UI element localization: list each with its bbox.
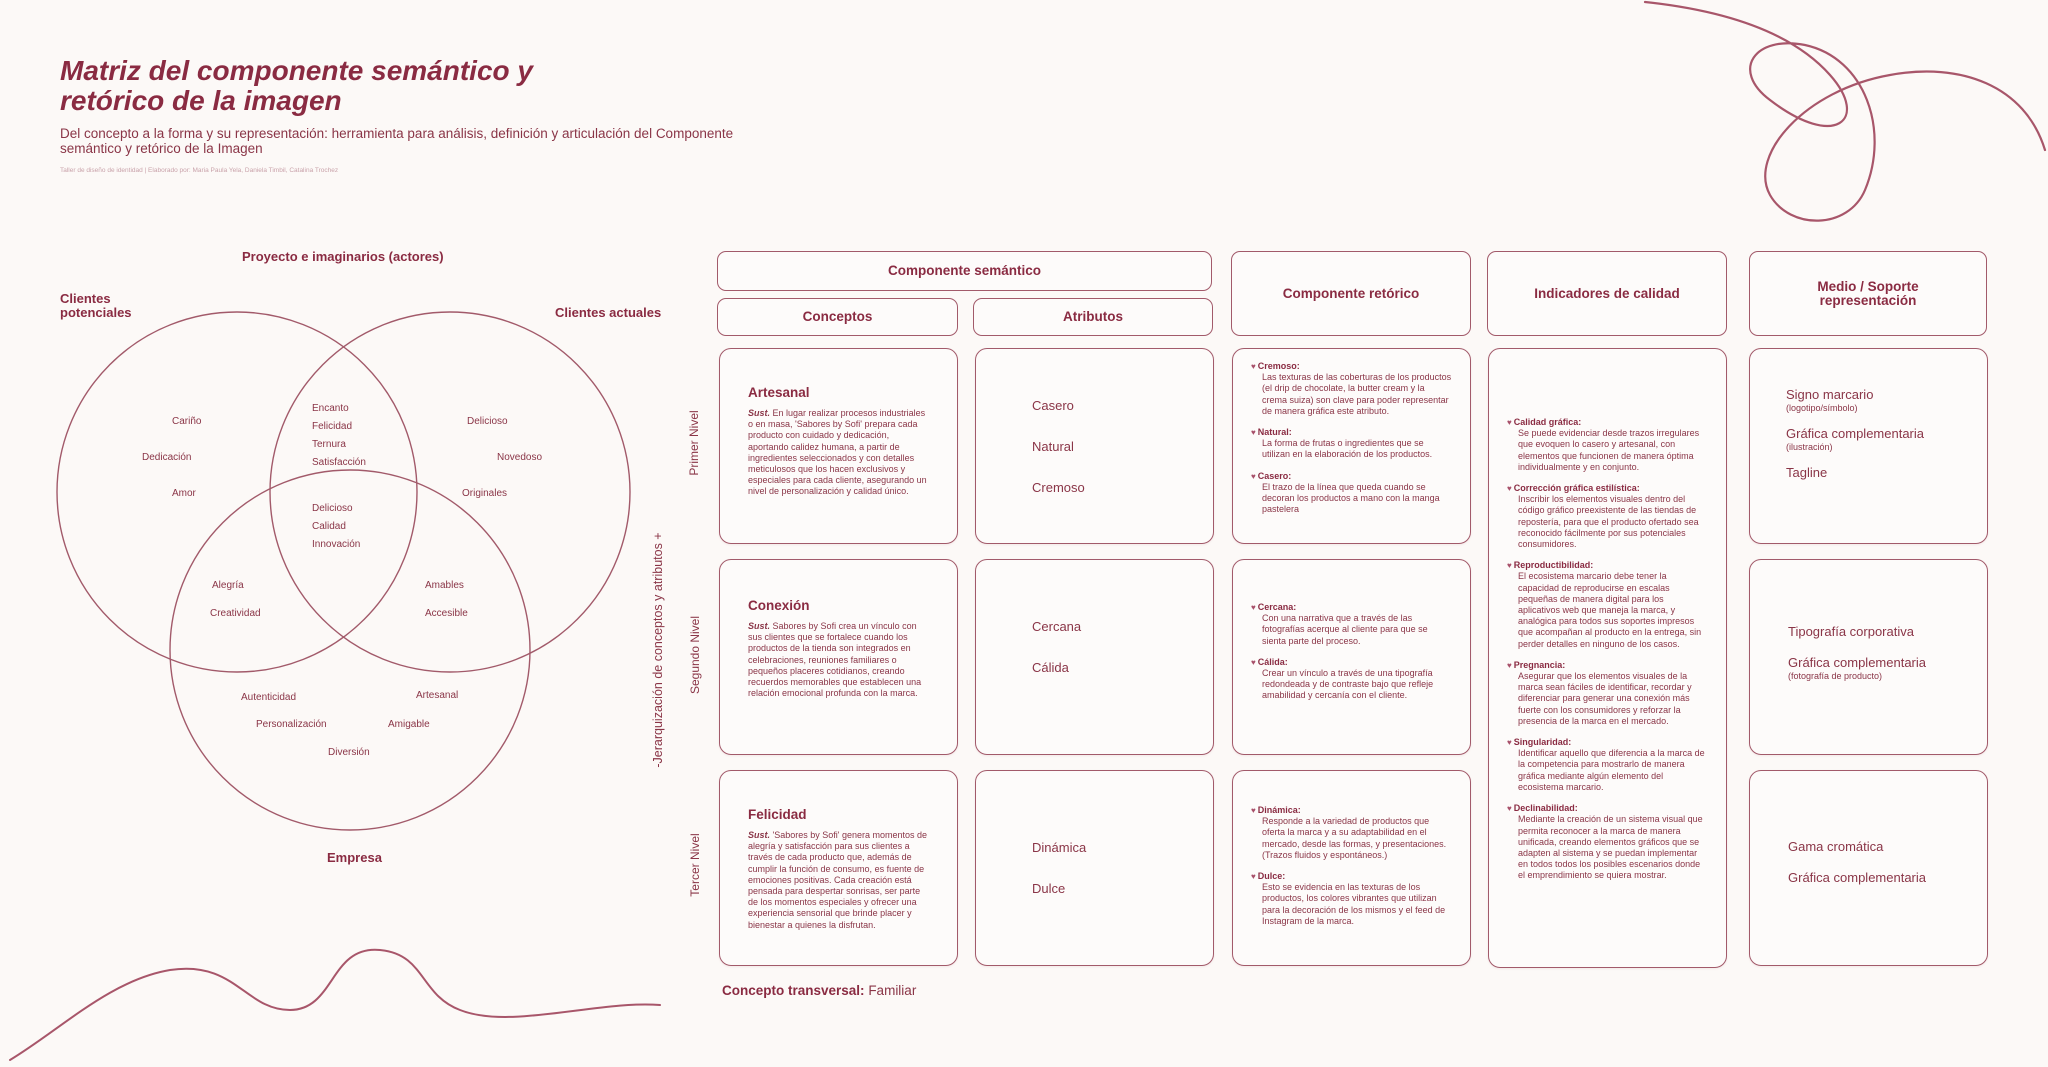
calidad-item (1507, 803, 1708, 881)
concept-sust: Sust. (748, 830, 771, 840)
venn-center (312, 500, 360, 554)
venn-word: Novedoso (497, 452, 543, 463)
calidad-item-body: Inscribir los elementos visuales dentro del código gráfico preexistente de las tiendas de repostería, para que el producto ofertado sea reconocido fácilmente por sus potenciales consumidores. (1518, 494, 1699, 550)
attribute-item: Natural (1032, 439, 1074, 454)
header-conceptos: Conceptos (717, 298, 958, 336)
retorico-item-head: Dulce: (1257, 871, 1286, 882)
header-componente-semantico: Componente semántico (717, 251, 1212, 291)
venn-label-left: Clientes potenciales (60, 291, 132, 320)
calidad-item-body: Asegurar que los elementos visuales de la marca sean fáciles de identificar, recordar y diferenciar para generar una conexión más fuerte con los consumidores y reforzar la presencia de la marca en el mercado. (1518, 671, 1692, 726)
venn-label-bottom: Empresa (327, 850, 382, 865)
concept-title: Felicidad (748, 807, 807, 822)
heart-icon: ♥ (1507, 484, 1512, 494)
venn-word: Accesible (425, 608, 468, 619)
heart-icon: ♥ (1507, 561, 1512, 571)
attributes-card-3 (975, 770, 1214, 966)
attribute-item: Cremoso (1032, 480, 1085, 495)
retorico-card-2 (1232, 559, 1471, 755)
retorico-item-head: Casero: (1257, 470, 1292, 481)
venn-word: Cariño (172, 416, 202, 427)
heart-icon: ♥ (1507, 660, 1512, 670)
calidad-item (1507, 737, 1708, 793)
medio-item: Gama cromática (1788, 839, 1884, 854)
venn-word: Delicioso (312, 503, 353, 514)
attribute-item: Casero (1032, 398, 1074, 413)
concept-sust: Sust. (748, 408, 771, 418)
medio-item-sub: (logotipo/símbolo) (1786, 403, 1858, 413)
medio-card-3 (1749, 770, 1988, 966)
concept-card-1 (719, 348, 958, 544)
attributes-card-2 (975, 559, 1214, 755)
calidad-item-head: Declinabilidad: (1513, 803, 1578, 814)
concepto-transversal-label: Concepto transversal: (722, 983, 865, 998)
venn-left-right (312, 400, 366, 472)
venn-word: Encanto (312, 403, 349, 414)
retorico-item-body: El trazo de la línea que queda cuando se decoran los productos a mano con la manga pastelera (1262, 481, 1440, 515)
page-title-line2: retórico de la imagen (60, 85, 342, 116)
heart-icon: ♥ (1507, 738, 1512, 748)
venn-word: Felicidad (312, 421, 353, 432)
concept-description (748, 830, 929, 931)
retorico-card-1 (1232, 348, 1471, 544)
retorico-item-head: Dinámica: (1257, 805, 1301, 815)
heart-icon: ♥ (1251, 657, 1256, 667)
attribute-item: Cercana (1032, 619, 1082, 634)
header-componente-retorico: Componente retórico (1231, 251, 1471, 336)
retorico-item (1251, 657, 1452, 702)
venn-word: Delicioso (467, 416, 508, 427)
calidad-item-body: Mediante la creación de un sistema visual que permita reconocer a la marca de manera unificada, creando elementos gráficos que se adapten al sistema y se puedan implementar en todos todos los posibles escenarios donde el emprendimiento se quiera mostrar. (1518, 814, 1703, 881)
calidad-item-body: Se puede evidenciar desde trazos irregulares que evoquen lo casero y artesanal, con elementos que funcionen de manera óptima individualmente y en conjunto. (1518, 428, 1700, 472)
attribute-item: Cálida (1032, 660, 1069, 675)
venn-word: Amables (425, 580, 464, 591)
concept-title: Conexión (748, 598, 810, 613)
venn-word: Originales (462, 488, 508, 499)
calidad-item-head: Calidad gráfica: (1513, 417, 1582, 427)
calidad-item (1507, 417, 1708, 473)
medio-item: Gráfica complementaria (1788, 655, 1926, 670)
medio-card-2 (1749, 559, 1988, 755)
concepto-transversal (722, 983, 916, 998)
retorico-item (1251, 871, 1452, 927)
calidad-item-body: El ecosistema marcario debe tener la capacidad de reproducirse en escalas pequeñas de manera digital para los aplicativos web que maneja la marca, y analógica para todos sus soportes impresos que acompañan al producto en la entrega, sin perder detalles en ninguno de los casos. (1518, 571, 1702, 649)
heart-icon: ♥ (1251, 471, 1256, 481)
venn-bottom-amigable: Amigable (388, 719, 430, 730)
heart-icon: ♥ (1251, 872, 1256, 882)
retorico-item-head: Cálida: (1257, 656, 1288, 667)
header-indicadores-calidad: Indicadores de calidad (1487, 251, 1727, 336)
calidad-item-head: Corrección gráfica estilística: (1513, 483, 1640, 494)
calidad-item (1507, 483, 1708, 550)
retorico-item-body: Crear un vínculo a través de una tipografía redondeada y de contraste bajo que refleje amabilidad y cercanía con el cliente. (1262, 668, 1434, 701)
medio-item: Tipografía corporativa (1788, 624, 1914, 639)
venn-title: Proyecto e imaginarios (actores) (242, 249, 444, 264)
hierarchy-axis-label: -Jerarquización de conceptos y atributos + (651, 532, 665, 768)
calidad-card (1488, 348, 1727, 968)
venn-word: Amor (172, 488, 196, 499)
retorico-card-3 (1232, 770, 1471, 966)
concept-description (748, 408, 929, 498)
page-title-line1: Matriz del componente semántico y (60, 55, 533, 86)
calidad-item (1507, 660, 1708, 727)
decorative-swirl-top-right (1630, 0, 2048, 230)
venn-right-only (462, 413, 562, 503)
attribute-item: Dinámica (1032, 840, 1087, 855)
retorico-item-body: Con una narrativa que a través de las fotografías acerque al cliente para que se sienta parte del proceso. (1262, 613, 1428, 646)
venn-bottom-autenticidad: Autenticidad (241, 692, 297, 703)
venn-bottom-personalizacion: Personalización (256, 719, 327, 730)
header-medio-soporte: Medio / Soporte representación (1749, 251, 1987, 336)
concept-text: En lugar realizar procesos industriales o en masa, 'Sabores by Sofi' prepara cada producto con cuidado y dedicación, aportando calidez humana, a partir de ingredientes seleccionados y con detalles meticulosos que los hacen exclusivos y especiales para cada cliente, asegurando un nivel de personalización y calidad único. (748, 408, 927, 497)
venn-label-right: Clientes actuales (555, 305, 662, 320)
venn-bottom-artesanal: Artesanal (416, 690, 459, 701)
attribute-item: Dulce (1032, 881, 1066, 896)
calidad-item-head: Pregnancia: (1513, 659, 1566, 670)
venn-word: Innovación (312, 539, 361, 550)
medio-item-sub: (ilustración) (1786, 442, 1833, 452)
venn-word: Dedicación (142, 452, 192, 463)
heart-icon: ♥ (1251, 362, 1256, 371)
retorico-item-body: Responde a la variedad de productos que oferta la marca y a su adaptabilidad en el mercado, desde las formas, y presentaciones. (Trazos fluidos y espontáneos.) (1262, 816, 1447, 860)
retorico-item (1251, 805, 1452, 861)
retorico-item (1251, 427, 1452, 461)
venn-left-only (142, 413, 222, 503)
heart-icon: ♥ (1507, 418, 1512, 427)
retorico-item-body: Esto se evidencia en las texturas de los productos, los colores vibrantes que utilizan para la decoración de los mismos y el feed de Instagram de la marca. (1262, 882, 1446, 926)
decorative-swirl-bottom-left (0, 940, 680, 1067)
medio-card-1 (1749, 348, 1988, 544)
page-subtitle: Del concepto a la forma y su representación: herramienta para análisis, definición y articulación del Componente semántico y retórico de la Imagen (60, 126, 734, 156)
venn-left-bottom (210, 577, 261, 623)
concept-sust: Sust. (748, 621, 771, 631)
calidad-item-head: Reproductibilidad: (1513, 560, 1594, 571)
venn-word: Satisfacción (312, 457, 366, 468)
concept-text: 'Sabores by Sofi' genera momentos de alegría y satisfacción para sus clientes a través de cada producto que, además de cumplir la función de consumo, es fuente de emociones positivas. Cada creación está pensada para despertar sonrisas, ser parte de los momentos especiales y ofrecer una experiencia sensorial que brinde placer y bienestar a quienes la disfrutan. (748, 830, 928, 930)
heart-icon: ♥ (1251, 806, 1256, 815)
venn-word: Calidad (312, 521, 346, 532)
concept-title: Artesanal (748, 385, 810, 400)
venn-right-bottom (425, 577, 468, 623)
retorico-item-body: La forma de frutas o ingredientes que se utilizan en la elaboración de los productos. (1262, 438, 1433, 460)
retorico-item-body: Las texturas de las coberturas de los productos (el drip de chocolate, la butter cream y la crema suiza) son clave para poder representar de manera gráfica este atributo. (1262, 372, 1452, 416)
venn-bottom-diversion: Diversión (328, 747, 370, 758)
concept-card-2 (719, 559, 958, 755)
concepto-transversal-value: Familiar (868, 983, 917, 998)
medio-item: Gráfica complementaria (1786, 426, 1924, 441)
medio-item: Signo marcario (1786, 387, 1874, 402)
venn-word: Ternura (312, 439, 346, 450)
level-label-3: Tercer Nivel (688, 833, 702, 897)
heart-icon: ♥ (1507, 804, 1512, 814)
heart-icon: ♥ (1251, 428, 1256, 438)
venn-word: Creatividad (210, 608, 261, 619)
level-label-1: Primer Nivel (687, 410, 701, 476)
level-label-2: Segundo Nivel (688, 615, 702, 695)
concept-card-3 (719, 770, 958, 966)
retorico-item-head: Cremoso: (1257, 361, 1300, 371)
retorico-item-head: Natural: (1257, 427, 1292, 438)
calidad-item (1507, 560, 1708, 650)
concept-text: Sabores by Sofi crea un vínculo con sus clientes que se fortalece cuando los productos de la tienda son integrados en celebraciones, reuniones familiares o pequeños placeres cotidianos, creando recuerdos memorables que establecen una relación emocional profunda con la marca. (748, 621, 922, 699)
retorico-item-head: Cercana: (1257, 602, 1297, 612)
calidad-item-body: Identificar aquello que diferencia a la marca de la competencia para mostrarlo de manera gráfica mediante algún elemento del ecosistema marcario. (1518, 748, 1705, 792)
medio-item: Gráfica complementaria (1788, 870, 1926, 885)
venn-word: Alegría (212, 580, 244, 591)
concept-description (748, 621, 929, 699)
retorico-item (1251, 602, 1452, 647)
heart-icon: ♥ (1251, 603, 1256, 612)
credit-line: Taller de diseño de identidad | Elaborado por: Maria Paula Yela, Daniela Timbil, Catalina Trochez (60, 167, 339, 174)
header-atributos: Atributos (973, 298, 1213, 336)
attributes-card-1 (975, 348, 1214, 544)
medio-item: Tagline (1786, 465, 1828, 480)
medio-item-sub: (fotografía de producto) (1788, 671, 1883, 681)
calidad-item-head: Singularidad: (1513, 737, 1572, 748)
retorico-item (1251, 361, 1452, 417)
retorico-item (1251, 471, 1452, 516)
